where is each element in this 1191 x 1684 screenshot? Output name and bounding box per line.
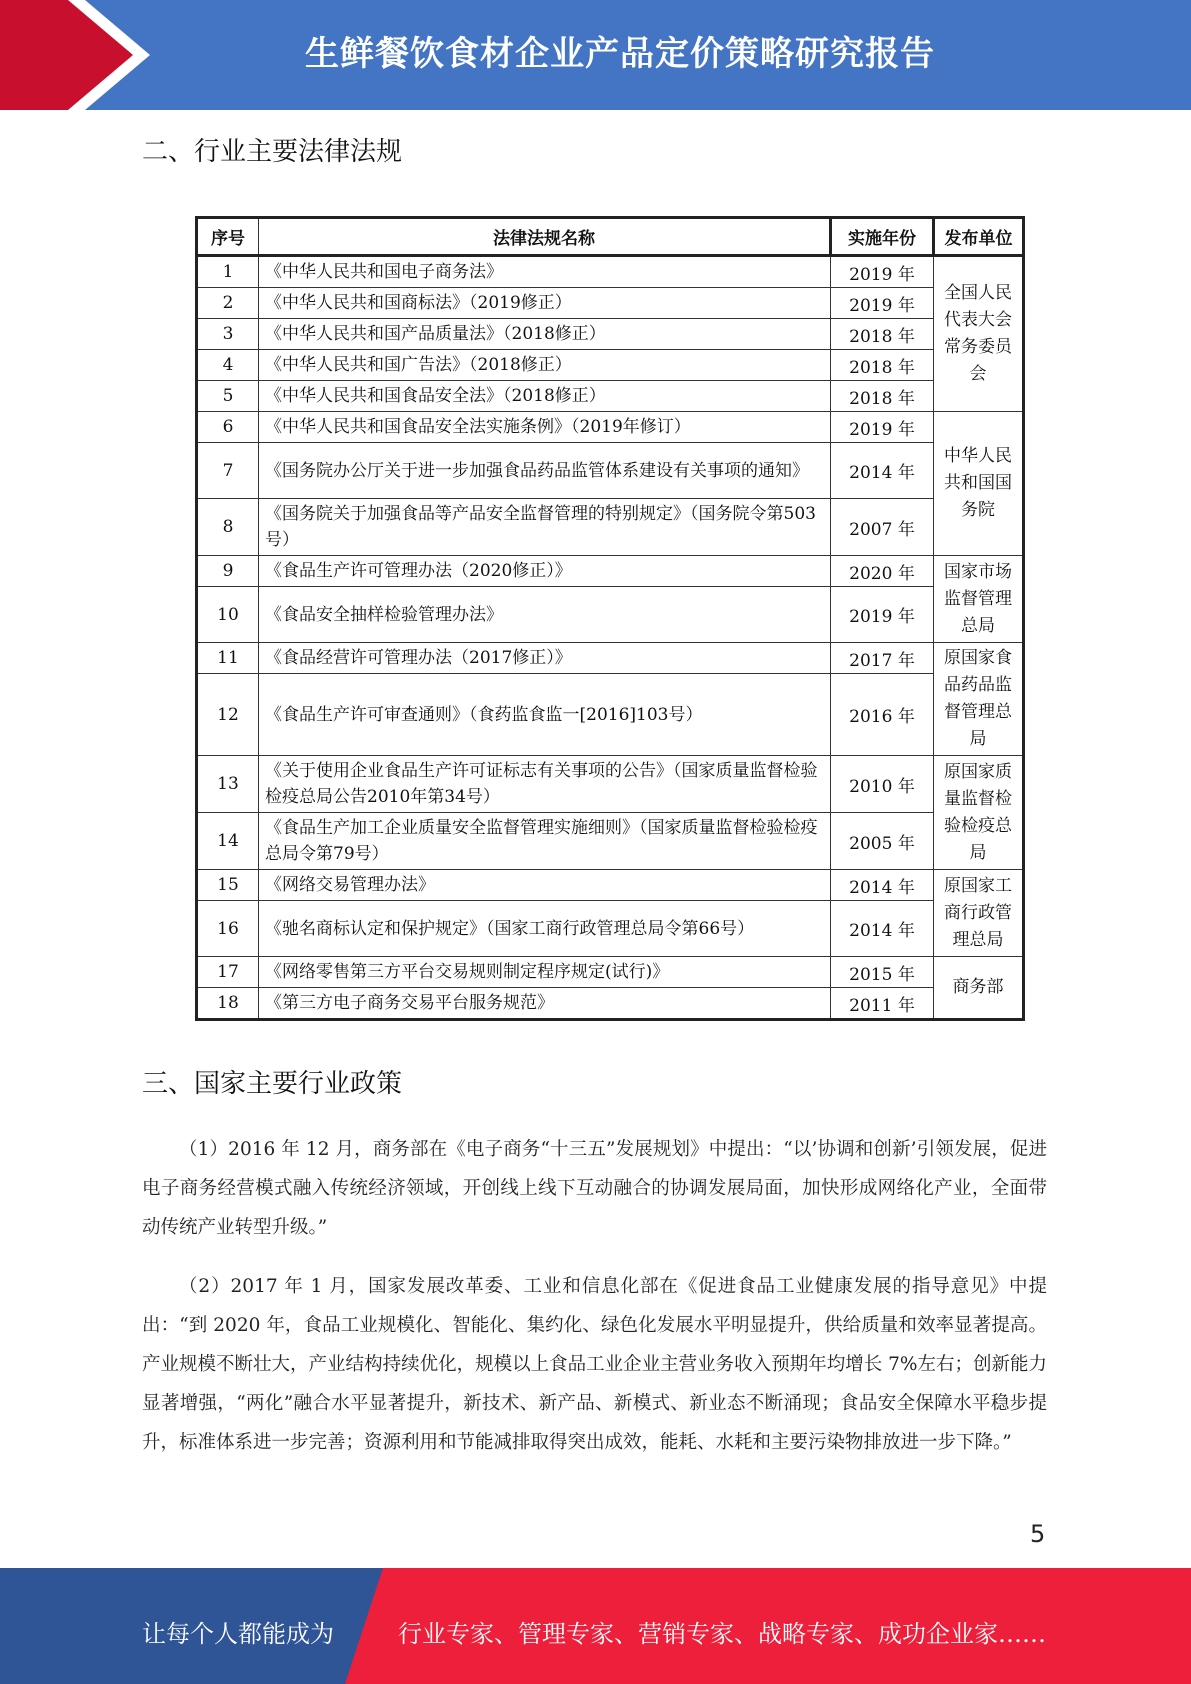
row-no: 12: [197, 674, 259, 756]
row-year: 2019 年: [831, 587, 934, 643]
row-year: 2016 年: [831, 674, 934, 756]
row-year: 2020 年: [831, 556, 934, 587]
chevron-decoration: [0, 0, 160, 110]
row-no: 2: [197, 288, 259, 319]
table-header-row: [197, 218, 1024, 256]
row-name: 《中华人民共和国食品安全法》（2018修正）: [259, 381, 831, 412]
laws-table: [195, 216, 1025, 1021]
section-title-policies: 三、国家主要行业政策: [142, 1069, 403, 1099]
table-row: [197, 412, 1024, 443]
table-row: [197, 556, 1024, 587]
row-name: 《网络交易管理办法》: [259, 870, 831, 901]
row-year: 2007 年: [831, 499, 934, 556]
row-no: 3: [197, 319, 259, 350]
row-year: 2018 年: [831, 350, 934, 381]
row-year: 2018 年: [831, 381, 934, 412]
header-banner: [0, 0, 1191, 110]
row-no: 17: [197, 957, 259, 988]
row-no: 14: [197, 813, 259, 870]
table-row: [197, 288, 1024, 319]
table-row: [197, 957, 1024, 988]
table-row: [197, 256, 1024, 288]
row-name: 《食品生产许可审查通则》（食药监食监一[2016]103号）: [259, 674, 831, 756]
table-row: [197, 988, 1024, 1020]
row-no: 6: [197, 412, 259, 443]
header-no: 序号: [197, 218, 259, 256]
row-no: 15: [197, 870, 259, 901]
table-row: [197, 381, 1024, 412]
row-year: 2015 年: [831, 957, 934, 988]
row-year: 2017 年: [831, 643, 934, 674]
row-no: 4: [197, 350, 259, 381]
row-year: 2011 年: [831, 988, 934, 1020]
table-row: [197, 319, 1024, 350]
row-name: 《第三方电子商务交易平台服务规范》: [259, 988, 831, 1020]
row-year: 2014 年: [831, 870, 934, 901]
row-year: 2005 年: [831, 813, 934, 870]
table-row: [197, 350, 1024, 381]
row-year: 2019 年: [831, 256, 934, 288]
row-year: 2014 年: [831, 443, 934, 499]
row-year: 2010 年: [831, 756, 934, 813]
row-name: 《驰名商标认定和保护规定》（国家工商行政管理总局令第66号）: [259, 901, 831, 957]
header-year: 实施年份: [831, 218, 934, 256]
row-name: 《食品经营许可管理办法（2017修正）》: [259, 643, 831, 674]
row-name: 《食品生产许可管理办法（2020修正）》: [259, 556, 831, 587]
row-name: 《国务院关于加强食品等产品安全监督管理的特别规定》（国务院令第503号）: [259, 499, 831, 556]
row-name: 《中华人民共和国电子商务法》: [259, 256, 831, 288]
table-row: [197, 813, 1024, 870]
row-issuer: 原国家质量监督检验检疫总局: [934, 756, 1024, 870]
table-row: [197, 443, 1024, 499]
table-row: [197, 870, 1024, 901]
row-name: 《中华人民共和国产品质量法》（2018修正）: [259, 319, 831, 350]
table-row: [197, 587, 1024, 643]
table-row: [197, 674, 1024, 756]
row-year: 2019 年: [831, 412, 934, 443]
row-year: 2018 年: [831, 319, 934, 350]
row-year: 2014 年: [831, 901, 934, 957]
row-name: 《中华人民共和国商标法》（2019修正）: [259, 288, 831, 319]
row-name: 《关于使用企业食品生产许可证标志有关事项的公告》（国家质量监督检验检疫总局公告2010年第34号）: [259, 756, 831, 813]
row-no: 11: [197, 643, 259, 674]
row-issuer: 商务部: [934, 957, 1024, 1020]
row-no: 18: [197, 988, 259, 1020]
table-row: [197, 643, 1024, 674]
section-title-laws: 二、行业主要法律法规: [142, 137, 403, 167]
table-row: [197, 499, 1024, 556]
header-name: 法律法规名称: [259, 218, 831, 256]
policy-paragraph-2: （2）2017 年 1 月，国家发展改革委、工业和信息化部在《促进食品工业健康发展的指导意见》中提出：“到 2020 年，食品工业规模化、智能化、集约化、绿色化发展水平明显提升，供给质量和效率显著提高。产业规模不断壮大，产业结构持续优化，规模以上食品工业企业主营业务收入预期年均增长 7%左右；创新能力显著增强，“两化”融合水平显著提升，新技术、新产品、新模式、新业态不断涌现；食品安全保障水平稳步提升，标准体系进一步完善；资源利用和节能减排取得突出成效，能耗、水耗和主要污染物排放进一步下降。”: [142, 1276, 1047, 1453]
report-title: 生鲜餐饮食材企业产品定价策略研究报告: [305, 34, 935, 74]
row-name: 《食品生产加工企业质量安全监督管理实施细则》（国家质量监督检验检疫总局令第79号）: [259, 813, 831, 870]
row-name: 《网络零售第三方平台交易规则制定程序规定(试行)》: [259, 957, 831, 988]
row-name: 《国务院办公厅关于进一步加强食品药品监管体系建设有关事项的通知》: [259, 443, 831, 499]
row-issuer: 国家市场监督管理总局: [934, 556, 1024, 643]
row-name: 《中华人民共和国广告法》（2018修正）: [259, 350, 831, 381]
row-no: 7: [197, 443, 259, 499]
row-name: 《食品安全抽样检验管理办法》: [259, 587, 831, 643]
footer-slogan-left: 让每个人都能成为: [142, 1620, 334, 1648]
header-issuer: 发布单位: [934, 218, 1024, 256]
policy-paragraph-1: （1）2016 年 12 月，商务部在《电子商务“十三五”发展规划》中提出：“以’协调和创新’引领发展，促进电子商务经营模式融入传统经济领域，开创线上线下互动融合的协调发展局面，加快形成网络化产业，全面带动传统产业转型升级。”: [142, 1139, 1047, 1238]
table-row: [197, 756, 1024, 813]
row-issuer: 原国家食品药品监督管理总局: [934, 643, 1024, 756]
row-no: 8: [197, 499, 259, 556]
row-issuer: 全国人民代表大会常务委员会: [934, 256, 1024, 412]
row-no: 1: [197, 256, 259, 288]
row-no: 10: [197, 587, 259, 643]
row-year: 2019 年: [831, 288, 934, 319]
page-number: 5: [1030, 1520, 1046, 1548]
row-no: 9: [197, 556, 259, 587]
row-no: 13: [197, 756, 259, 813]
row-name: 《中华人民共和国食品安全法实施条例》（2019年修订）: [259, 412, 831, 443]
table-row: [197, 901, 1024, 957]
row-issuer: 原国家工商行政管理总局: [934, 870, 1024, 957]
footer-slogan-right: 行业专家、管理专家、营销专家、战略专家、成功企业家……: [398, 1620, 1046, 1648]
row-no: 16: [197, 901, 259, 957]
row-no: 5: [197, 381, 259, 412]
row-issuer: 中华人民共和国国务院: [934, 412, 1024, 556]
